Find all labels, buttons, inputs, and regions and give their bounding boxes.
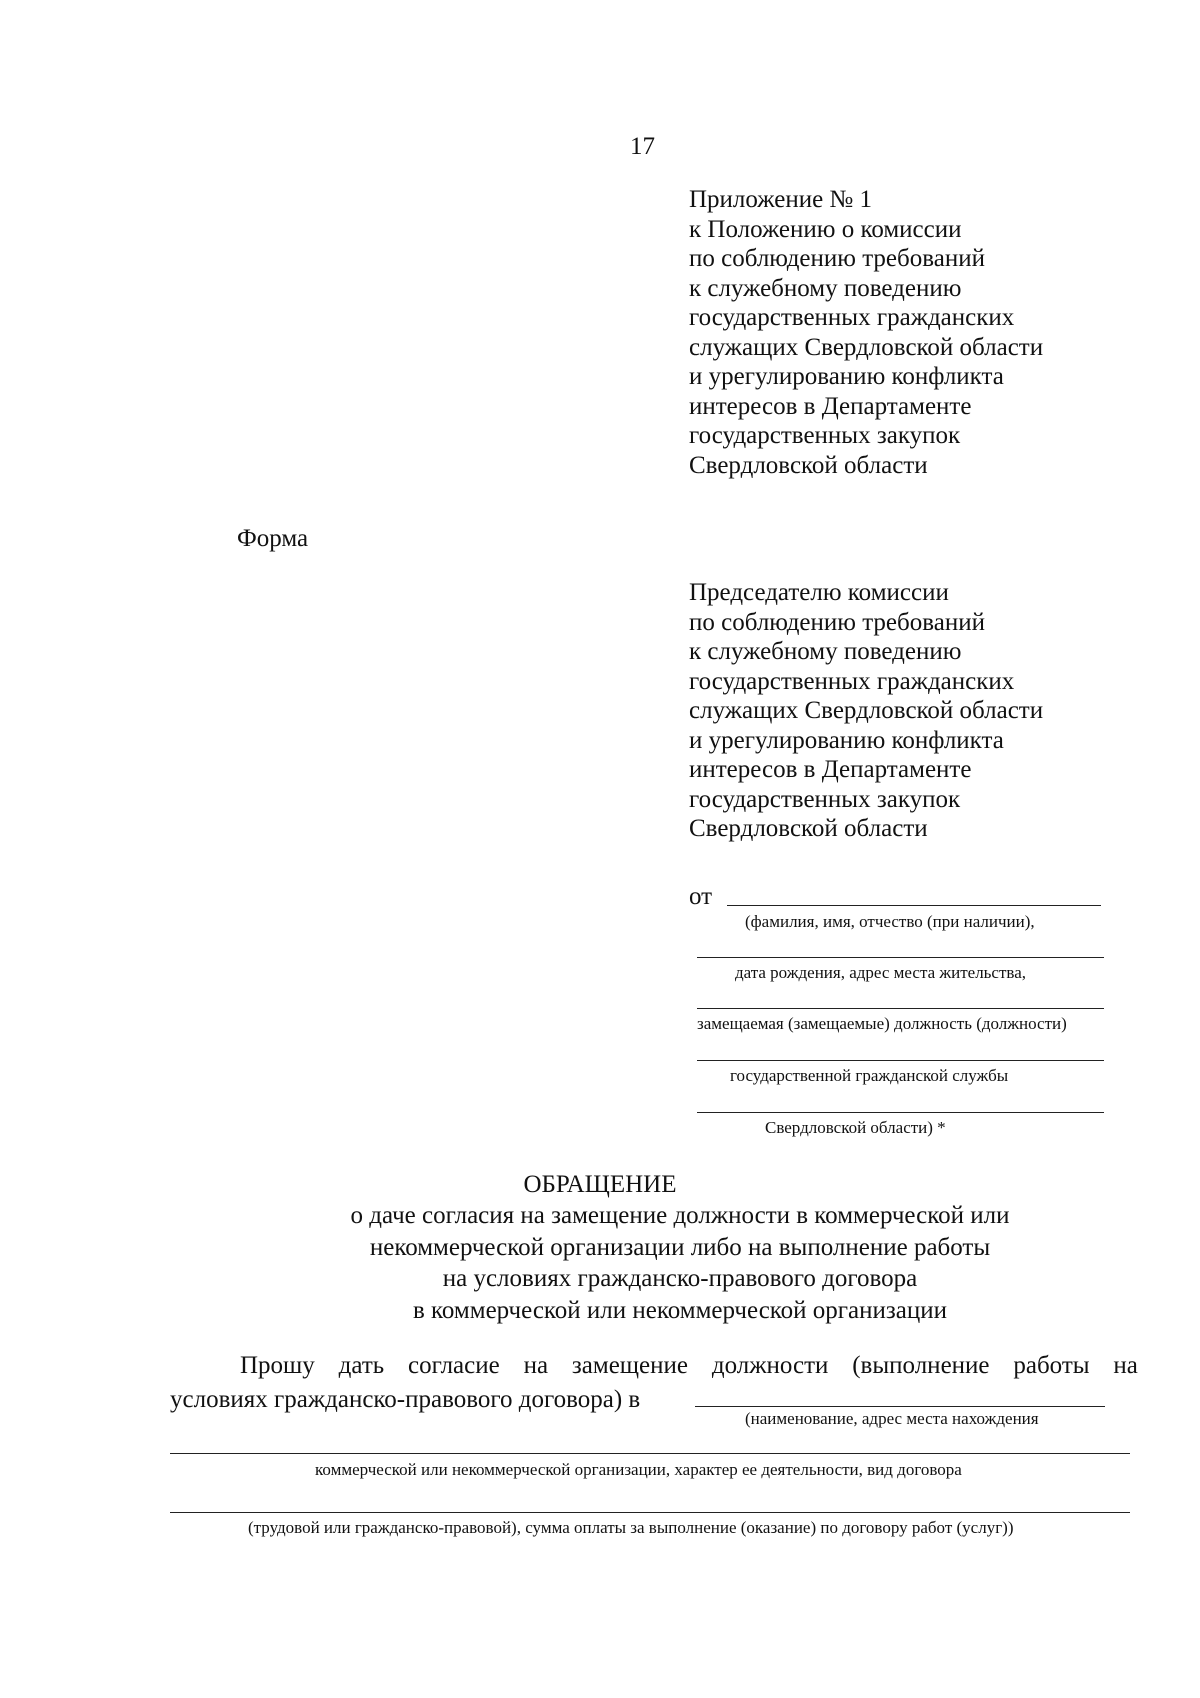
from-field-row [689, 883, 1089, 913]
addressee-line: государственных гражданских [689, 667, 1015, 695]
appendix-line: по соблюдению требований [689, 245, 985, 272]
appendix-line: к служебному поведению [689, 274, 962, 302]
from-hint-service: государственной гражданской службы [730, 1066, 1009, 1085]
appendix-header [689, 185, 1043, 480]
body-word: должности [711, 1352, 829, 1379]
activity-line[interactable] [170, 1453, 1130, 1454]
from-hint-name: (фамилия, имя, отчество (при наличии), [745, 912, 1035, 931]
subtitle-line: на условиях гражданско-правового договора [442, 1265, 918, 1292]
contract-line[interactable] [170, 1512, 1130, 1513]
addressee-line: к служебному поведению [689, 638, 962, 665]
appendix-line: государственных гражданских [689, 304, 1015, 331]
document-subtitle [280, 1200, 1080, 1326]
from-hint-position: замещаемая (замещаемые) должность (должности) [697, 1014, 1067, 1033]
addressee-block [689, 578, 1043, 844]
appendix-line: Свердловской области [689, 451, 928, 479]
addressee-line: служащих Свердловской области [689, 697, 1044, 724]
subtitle-line: некоммерческой организации либо на выполнение работы [369, 1233, 991, 1261]
body-word: на [523, 1352, 549, 1379]
from-label: от [689, 883, 713, 910]
addressee-line: интересов в Департаменте [689, 756, 972, 783]
body-word: на [1113, 1352, 1138, 1379]
page-number: 17 [630, 133, 655, 160]
body-word: замещение [571, 1352, 688, 1379]
appendix-line: и урегулированию конфликта [689, 363, 1004, 390]
body-word: Прошу [240, 1352, 315, 1379]
from-hint-region: Свердловской области) * [765, 1118, 946, 1137]
appendix-line: служащих Свердловской области [689, 333, 1044, 361]
body-hint-organization: (наименование, адрес места нахождения [745, 1409, 1039, 1428]
addressee-line: по соблюдению требований [689, 608, 985, 636]
from-name-line[interactable] [727, 905, 1101, 906]
body-word: работы [1013, 1352, 1090, 1379]
body-hint-contract: (трудовой или гражданско-правовой), сумма оплаты за выполнение (оказание) по договору работ (услуг)) [248, 1518, 1014, 1537]
addressee-line: государственных закупок [689, 785, 961, 813]
appendix-line: к Положению о комиссии [689, 215, 962, 243]
addressee-line: Председателю комиссии [689, 579, 949, 606]
form-label: Форма [237, 525, 309, 552]
body-line-2: условиях гражданско-правового договора) в [170, 1386, 641, 1413]
from-service-line[interactable] [697, 1060, 1104, 1061]
from-hint-birth: дата рождения, адрес места жительства, [735, 963, 1027, 982]
from-region-line[interactable] [697, 1112, 1104, 1113]
document-title: ОБРАЩЕНИЕ [523, 1171, 677, 1198]
body-word: дать [338, 1352, 385, 1379]
from-position-line[interactable] [697, 1008, 1104, 1009]
body-line-1 [240, 1352, 1138, 1380]
subtitle-line: в коммерческой или некоммерческой организации [412, 1296, 948, 1324]
from-birth-line[interactable] [697, 957, 1104, 958]
addressee-line: и урегулированию конфликта [689, 726, 1004, 754]
body-hint-activity: коммерческой или некоммерческой организации, характер ее деятельности, вид договора [315, 1460, 962, 1479]
body-word: (выполнение [852, 1352, 990, 1379]
appendix-line: Приложение № 1 [689, 186, 873, 213]
organization-line[interactable] [695, 1406, 1105, 1407]
appendix-line: государственных закупок [689, 422, 961, 449]
addressee-line: Свердловской области [689, 815, 928, 842]
subtitle-line: о даче согласия на замещение должности в коммерческой или [350, 1202, 1010, 1229]
body-word: согласие [408, 1352, 500, 1379]
appendix-line: интересов в Департаменте [689, 392, 972, 420]
